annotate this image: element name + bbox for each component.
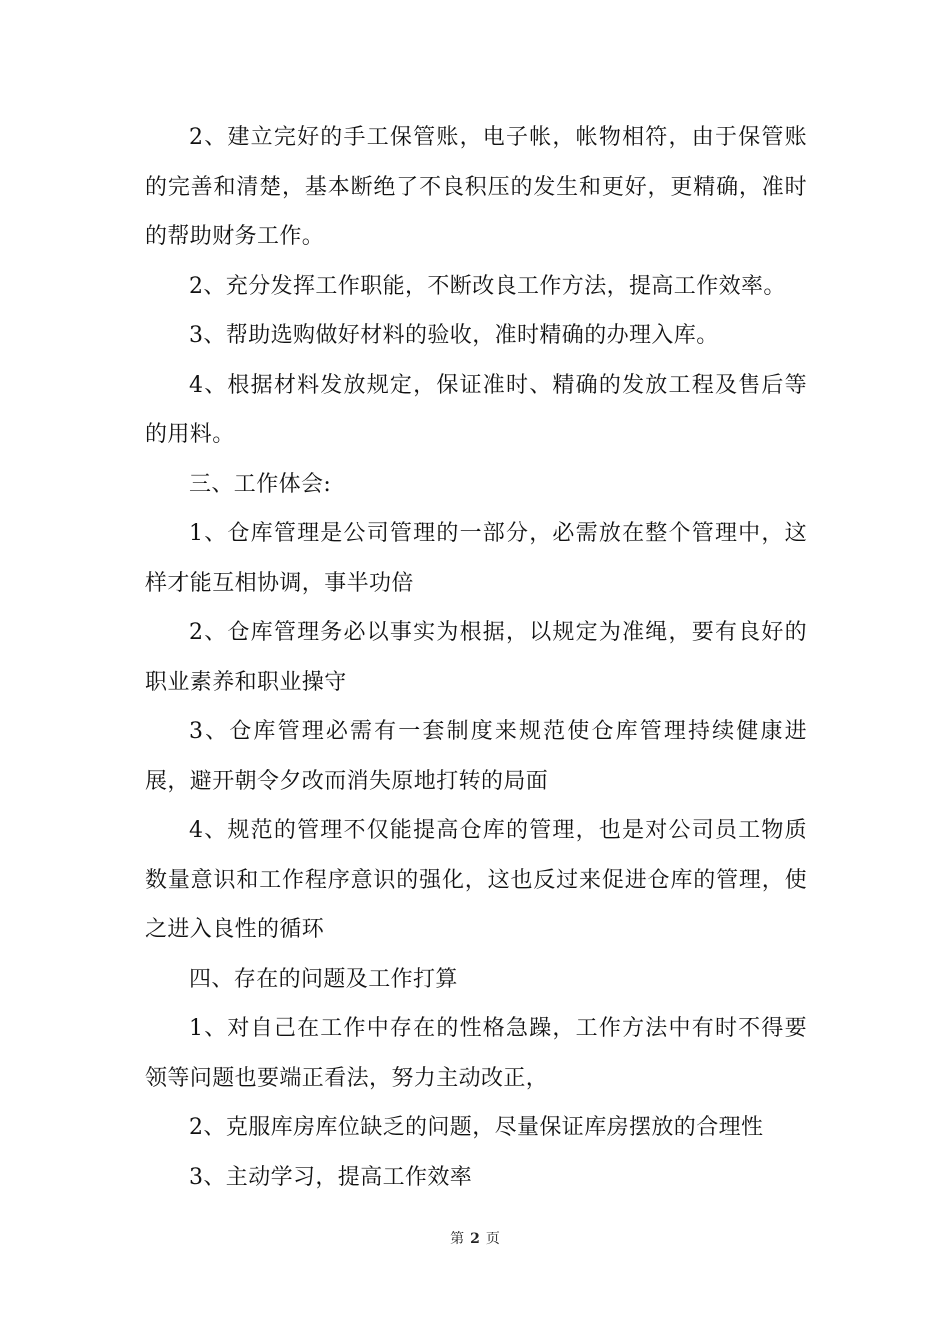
- paragraph: 2、仓库管理务必以事实为根据，以规定为准绳，要有良好的职业素养和职业操守: [145, 620, 807, 695]
- paragraph: 2、建立完好的手工保管账，电子帐，帐物相符，由于保管账的完善和清楚，基本断绝了不良积压的发生和更好，更精确，准时的帮助财务工作。: [145, 125, 807, 249]
- paragraph: 2、充分发挥工作职能，不断改良工作方法，提高工作效率。: [189, 273, 786, 299]
- paragraph: 4、根据材料发放规定，保证准时、精确的发放工程及售后等的用料。: [145, 372, 807, 447]
- paragraph: 1、对自己在工作中存在的性格急躁，工作方法中有时不得要领等问题也要端正看法，努力主动改正，: [145, 1016, 807, 1091]
- paragraph: 3、帮助选购做好材料的验收，准时精确的办理入库。: [189, 323, 719, 348]
- page-number: 2: [470, 1231, 480, 1247]
- paragraph: 3、主动学习，提高工作效率: [189, 1164, 473, 1190]
- paragraph: 1、仓库管理是公司管理的一部分，必需放在整个管理中，这样才能互相协调，事半功倍: [145, 521, 807, 596]
- paragraph: 4、规范的管理不仅能提高仓库的管理，也是对公司员工物质数量意识和工作程序意识的强化，这也反过来促进仓库的管理，使之进入良性的循环: [145, 818, 807, 942]
- section-heading: 三、工作体会:: [189, 471, 332, 497]
- footer-prefix: 第: [450, 1231, 465, 1247]
- section-heading: 四、存在的问题及工作打算: [189, 966, 458, 992]
- paragraph: 3、仓库管理必需有一套制度来规范使仓库管理持续健康进展，避开朝令夕改而消失原地打转的局面: [145, 719, 807, 794]
- page-body: [145, 113, 807, 1202]
- page-footer: [0, 1228, 950, 1250]
- paragraph: 2、克服库房库位缺乏的问题，尽量保证库房摆放的合理性: [189, 1115, 764, 1140]
- footer-suffix: 页: [485, 1231, 500, 1247]
